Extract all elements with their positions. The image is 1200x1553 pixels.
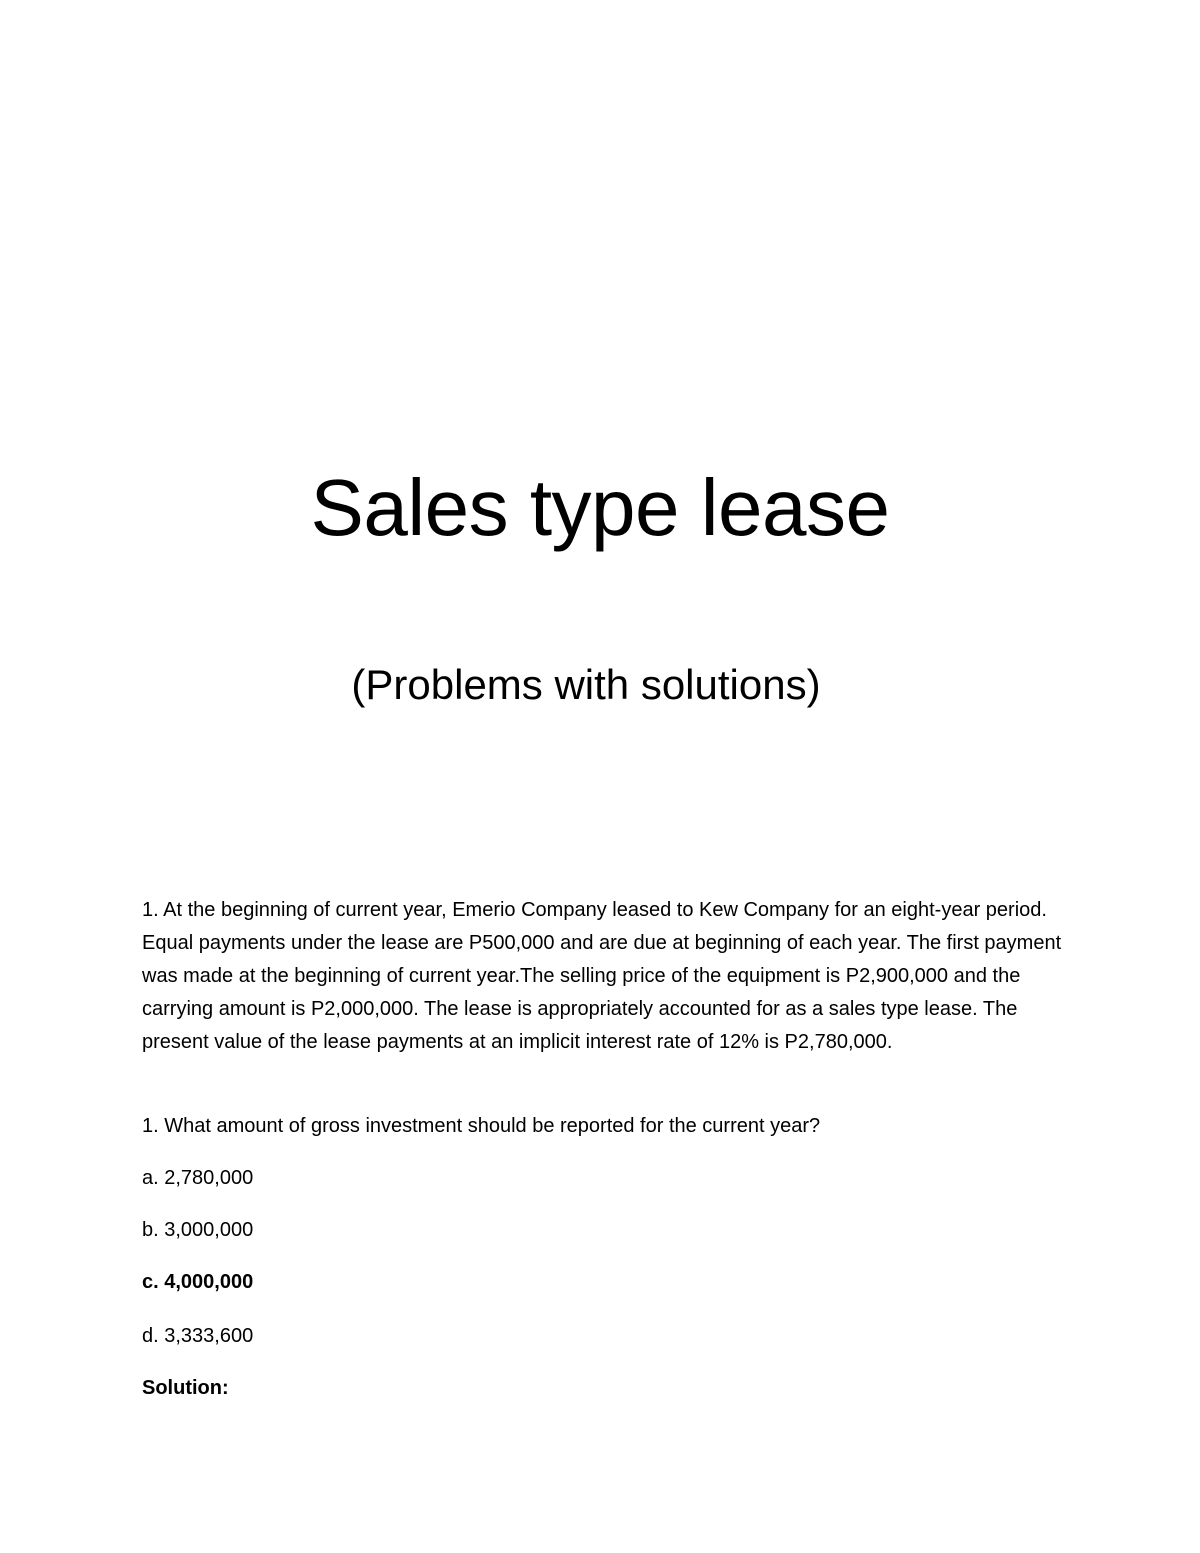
- answer-option-d: d. 3,333,600: [142, 1325, 254, 1347]
- document-subtitle: (Problems with solutions): [351, 661, 821, 708]
- question-text: 1. What amount of gross investment should be reported for the current year?: [142, 1115, 821, 1137]
- solution-heading: Solution:: [142, 1377, 229, 1399]
- document-title: Sales type lease: [310, 463, 890, 552]
- problem-statement: 1. At the beginning of current year, Emerio Company leased to Kew Company for an eight-year period. Equal payments under the lease are P500,000 and are due at beginning of each year. The first payment was made at the beginning of current year.The selling price of the equipment is P2,900,000 and the carrying amount is P2,000,000. The lease is appropriately accounted for as a sales type lease. The present value of the lease payments at an implicit interest rate of 12% is P2,780,000.: [142, 899, 1062, 1053]
- answer-option-c: c. 4,000,000: [142, 1271, 254, 1293]
- answer-option-a: a. 2,780,000: [142, 1167, 254, 1189]
- answer-option-b: b. 3,000,000: [142, 1219, 254, 1241]
